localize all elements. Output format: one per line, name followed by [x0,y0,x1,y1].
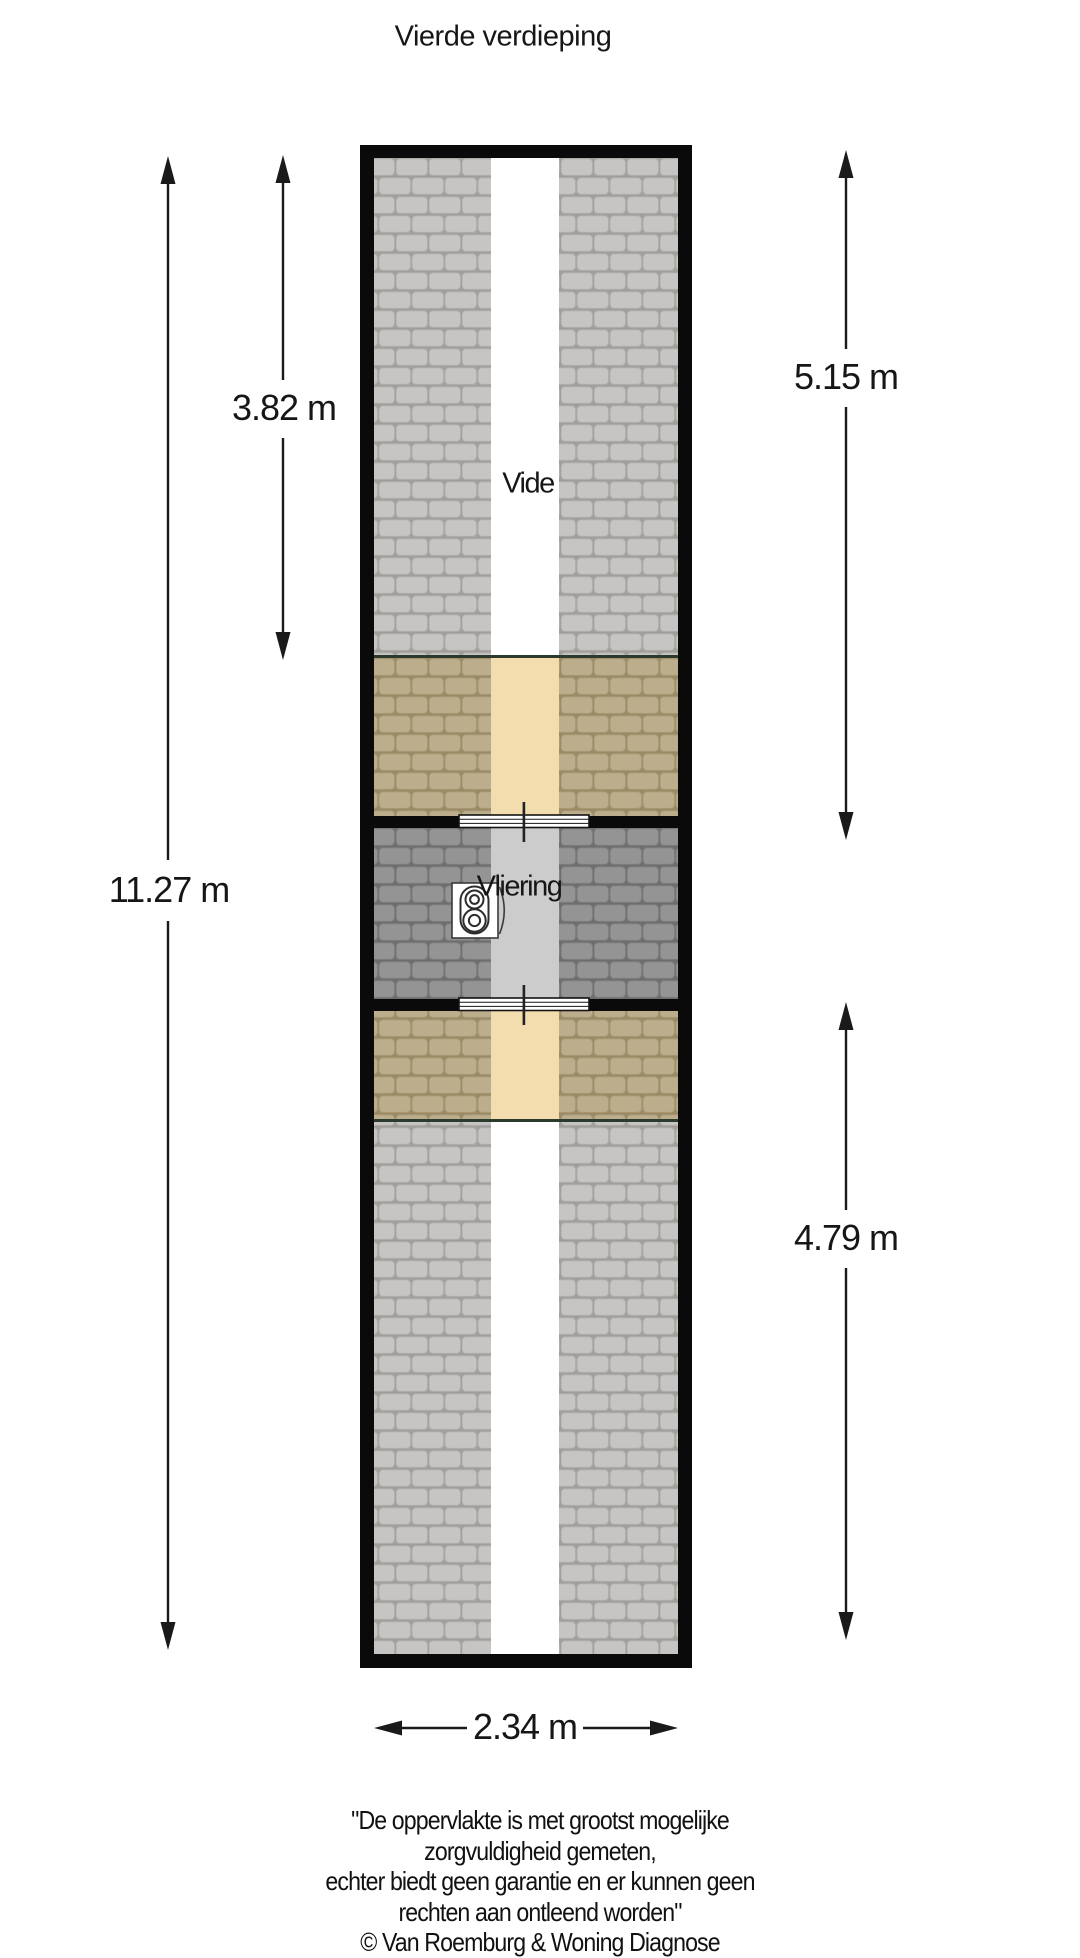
vliering-roof-section [374,828,678,999]
lower-tan-section [374,1011,678,1119]
disclaimer-text [300,1805,781,1958]
room-label-vide: Vide [502,467,554,500]
dim-arrow-upper-right [839,150,854,840]
dim-label-overall-width: 2.34 m [467,1706,583,1748]
vliering-ridge-strip [491,828,559,999]
dim-label-upper-right: 5.15 m [788,356,904,398]
disclaimer-line-3: © Van Roemburg & Woning Diagnose [360,1927,720,1957]
dim-label-overall-height: 11.27 m [103,869,235,911]
window-center-tick-lower [523,985,526,1025]
disclaimer-line-1: "De oppervlakte is met grootst mogelijke zorgvuldigheid gemeten, [351,1805,729,1866]
upper-tan-strip [491,658,559,816]
glass-edge-upper [374,655,678,658]
disclaimer-line-2: echter biedt geen garantie en er kunnen geen rechten aan ontleend worden" [325,1866,755,1927]
room-label-vliering: Vliering [476,870,562,903]
window-center-tick-upper [523,802,526,842]
dim-arrow-lower-right [839,1002,854,1640]
dim-label-vide-upper: 3.82 m [226,387,342,429]
vide-ridge-strip [491,158,559,655]
page-title: Vierde verdieping [394,20,612,53]
lower-roof-section [374,1122,678,1654]
dim-label-lower-right: 4.79 m [788,1217,904,1259]
glass-edge-lower [374,1119,678,1122]
upper-tan-section [374,658,678,816]
lower-ridge-strip [491,1122,559,1654]
vide-roof-section [374,158,678,655]
lower-tan-strip [491,1011,559,1119]
